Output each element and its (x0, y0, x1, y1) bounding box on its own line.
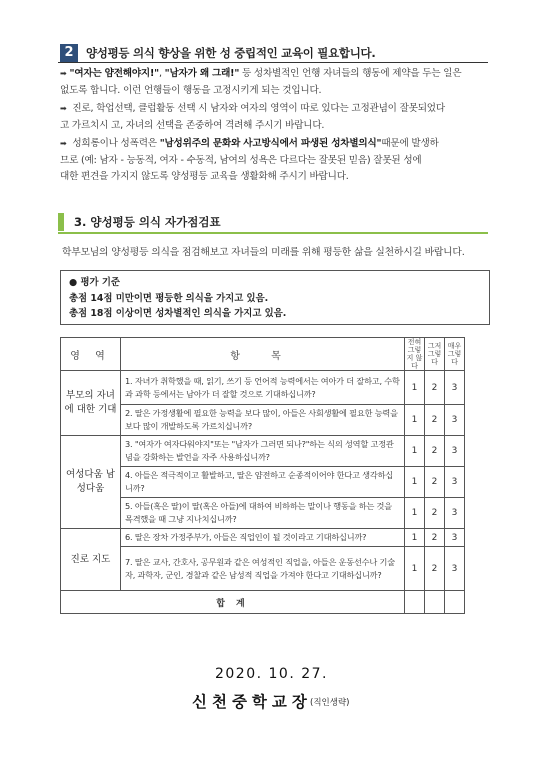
criteria-line: 총점 18점 이상이면 성차별적인 의식을 가지고 있음. (69, 308, 287, 319)
table-total-row (61, 591, 465, 614)
seal-note: (직인생략) (310, 698, 350, 708)
total-cell[interactable] (425, 591, 445, 614)
score-option[interactable]: 3 (445, 436, 465, 467)
paragraph-text: 진로, 학업선택, 클럽활동 선택 시 남자와 여자의 영역이 따로 있다는 고정관념이 잘못되었다 (69, 103, 445, 114)
table-row (61, 371, 465, 405)
item-cell: 4. 아들은 적극적이고 활발하고, 딸은 얌전하고 순종적이어야 한다고 생각하십니까? (121, 467, 405, 498)
table-row (61, 436, 465, 467)
paragraph-2 (60, 101, 492, 134)
table-row (61, 498, 465, 529)
score-option[interactable]: 1 (405, 371, 425, 405)
area-cell: 진로 지도 (61, 529, 121, 591)
criteria-heading: ● 평가 기준 (69, 277, 120, 288)
score-option[interactable]: 2 (425, 436, 445, 467)
item-cell: 1. 자녀가 취학했을 때, 읽기, 쓰기 등 언어적 능력에서는 여아가 더 잘하고, 수학과 과학 등에서는 남아가 더 잘할 것으로 기대하십니까? (121, 371, 405, 405)
arrow-icon: ➡ (60, 139, 67, 148)
quote-text: "남자가 왜 그래!" (164, 68, 240, 79)
score-option[interactable]: 3 (445, 547, 465, 591)
score-option[interactable]: 1 (405, 436, 425, 467)
table-header-row (61, 338, 465, 371)
item-cell: 6. 딸은 장차 가정주부가, 아들은 직업인이 될 것이라고 기대하십니까? (121, 529, 405, 547)
score-option[interactable]: 3 (445, 371, 465, 405)
quote-text: "여자는 얌전해야지!" (69, 68, 159, 79)
score-option[interactable]: 3 (445, 467, 465, 498)
header-score-3: 매우 그렇 다 (445, 338, 465, 371)
total-cell[interactable] (405, 591, 425, 614)
section-title: 양성평등 의식 향상을 위한 성 중립적인 교육이 필요합니다. (86, 46, 376, 60)
score-option[interactable]: 1 (405, 547, 425, 591)
criteria-box (60, 270, 490, 325)
score-option[interactable]: 1 (405, 405, 425, 436)
item-cell: 3. "여자가 여자다워야지"또는 "남자가 그러면 되나?"하는 식의 성역할 고정관념을 강화하는 발언을 자주 사용하십니까? (121, 436, 405, 467)
paragraph-text: 므로 (예: 남자 - 능동적, 여자 - 수동적, 남여의 성욕은 다르다는 잘못된 믿음) 잘못된 성에 (60, 154, 422, 166)
criteria-line: 총점 14점 미만이면 평등한 의식을 가지고 있음. (69, 292, 269, 304)
arrow-icon: ➡ (60, 104, 67, 113)
paragraph-text: 성희롱이나 성폭력은 (69, 138, 160, 149)
score-option[interactable]: 3 (445, 498, 465, 529)
score-option[interactable]: 2 (425, 529, 445, 547)
score-option[interactable]: 2 (425, 371, 445, 405)
arrow-icon: ➡ (60, 69, 67, 78)
paragraph-text: 등 성차별적인 언행 자녀들의 행동에 제약을 두는 일은 (239, 68, 462, 79)
section-title: 3. 양성평등 의식 자가점검표 (74, 215, 221, 229)
paragraph-text: 때문에 발생하 (381, 138, 439, 149)
emphasis-text: "남성위주의 문화와 사고방식에서 파생된 성차별의식" (159, 138, 382, 149)
area-cell: 여성다움 남성다움 (61, 436, 121, 529)
item-cell: 7. 딸은 교사, 간호사, 공무원과 같은 여성적인 직업을, 아들은 운동선수나 기술자, 과학자, 군인, 경찰과 같은 남성적 직업을 가져야 한다고 기대하십니까? (121, 547, 405, 591)
score-option[interactable]: 3 (445, 405, 465, 436)
header-item: 항 목 (121, 338, 405, 371)
section-marker (58, 213, 64, 231)
paragraph-3 (60, 136, 492, 186)
checklist-table (60, 337, 465, 614)
document-date: 2020. 10. 27. (214, 666, 328, 682)
score-option[interactable]: 1 (405, 467, 425, 498)
header-area: 영 역 (61, 338, 121, 371)
area-cell: 부모의 자녀에 대한 기대 (61, 371, 121, 436)
school-signature: 신천중학교장 (192, 693, 312, 711)
score-option[interactable]: 2 (425, 467, 445, 498)
header-score-1: 전혀 그렇지 않다 (405, 338, 425, 371)
score-option[interactable]: 2 (425, 547, 445, 591)
paragraph-text: 대한 편견을 가지지 않도록 양성평등 교육을 생활화해 주시기 바랍니다. (60, 171, 349, 182)
score-option[interactable]: 2 (425, 405, 445, 436)
table-row (61, 529, 465, 547)
header-score-2: 그저 그렇 다 (425, 338, 445, 371)
total-label: 합 계 (61, 591, 405, 614)
table-row (61, 547, 465, 591)
paragraph-text: 없도록 합니다. 이런 언행들이 행동을 고정시키게 되는 것입니다. (60, 84, 322, 96)
score-option[interactable]: 3 (445, 529, 465, 547)
score-option[interactable]: 1 (405, 498, 425, 529)
table-row (61, 467, 465, 498)
total-cell[interactable] (445, 591, 465, 614)
divider (58, 232, 488, 234)
divider (58, 62, 488, 63)
score-option[interactable]: 2 (425, 498, 445, 529)
table-row (61, 405, 465, 436)
item-cell: 2. 딸은 가정생활에 필요한 능력을 보다 많이, 아들은 사회생활에 필요한 능력을 보다 많이 개발하도록 가르치십니까? (121, 405, 405, 436)
item-cell: 5. 아들(혹은 딸)이 딸(혹은 아들)에 대하여 비하하는 말이나 행동을 하는 것을 목격했을 때 그냥 지나치십니까? (121, 498, 405, 529)
section-number: 2 (60, 44, 78, 62)
paragraph-1: ➡ "여자는 얌전해야지!", "남자가 왜 그래!" 등 성차별적인 언행 자녀들의 행동에 제약을 두는 일은 없도록 합니다. 이런 언행들이 행동을 고정시키게 되는 것입니다. (60, 68, 462, 96)
intro-text: 학부모님의 양성평등 의식을 점검해보고 자녀들의 미래를 위해 평등한 삶을 실천하시길 바랍니다. (62, 247, 465, 258)
paragraph-text: 고 가르치시 고, 자녀의 선택을 존중하여 격려해 주시기 바랍니다. (60, 119, 325, 131)
score-option[interactable]: 1 (405, 529, 425, 547)
